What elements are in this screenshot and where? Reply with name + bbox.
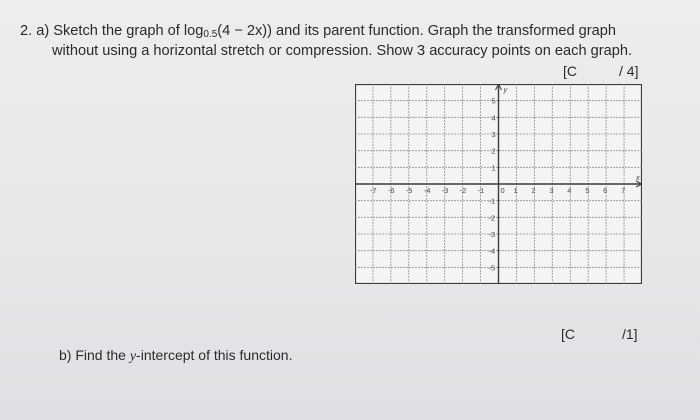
x-tick-label: -3 — [441, 186, 449, 195]
y-tick-label: 3 — [491, 130, 496, 139]
x-tick-label: -1 — [477, 186, 485, 195]
question-text-pre: 2. a) Sketch the graph of log — [20, 23, 204, 39]
y-tick-label: -3 — [488, 230, 496, 239]
marks-a-total: / 4] — [619, 63, 639, 79]
x-tick-label: 1 — [513, 186, 518, 195]
question-text-post: (4 − 2x)) and its parent function. Graph the transformed graph — [217, 23, 616, 39]
graph-grid[interactable] — [355, 84, 642, 284]
y-tick-label: 1 — [491, 163, 496, 173]
y-tick-label: -2 — [488, 213, 496, 223]
question-b-post: -intercept of this function. — [136, 347, 293, 363]
x-tick-label: 4 — [567, 186, 572, 195]
graph-grid-svg — [355, 84, 642, 284]
marks-b-category: [C — [561, 326, 575, 342]
x-axis-label: x — [636, 173, 640, 182]
x-tick-label: -5 — [405, 186, 413, 195]
y-tick-label: 4 — [491, 113, 496, 123]
x-tick-label: -6 — [387, 186, 395, 195]
x-tick-label: 3 — [549, 186, 554, 195]
y-tick-label: -4 — [488, 246, 496, 256]
x-tick-label: -7 — [369, 186, 377, 195]
marks-b-total: /1] — [622, 326, 638, 342]
log-base-subscript: 0.5 — [203, 29, 218, 40]
x-tick-label: 0 — [500, 186, 505, 195]
y-tick-label: 2 — [491, 146, 496, 156]
marks-a-category: [C — [563, 63, 577, 79]
question-b-variable: y — [129, 349, 137, 364]
y-tick-label: -5 — [488, 263, 496, 273]
y-tick-label: -1 — [488, 196, 496, 206]
question-line-2: without using a horizontal stretch or compression. Show 3 accuracy points on each graph. — [52, 43, 633, 59]
y-axis-label: y — [503, 85, 508, 94]
question-line-1 — [20, 22, 616, 44]
y-tick-label: 5 — [491, 96, 496, 106]
question-b-pre: b) Find the — [59, 347, 130, 363]
x-tick-label: 6 — [603, 186, 608, 195]
x-tick-label: 2 — [531, 186, 536, 195]
x-tick-label: -4 — [423, 186, 431, 195]
x-tick-label: 5 — [585, 186, 590, 195]
x-tick-label: -2 — [459, 186, 467, 195]
x-tick-label: 7 — [621, 186, 626, 195]
question-b — [59, 346, 292, 366]
